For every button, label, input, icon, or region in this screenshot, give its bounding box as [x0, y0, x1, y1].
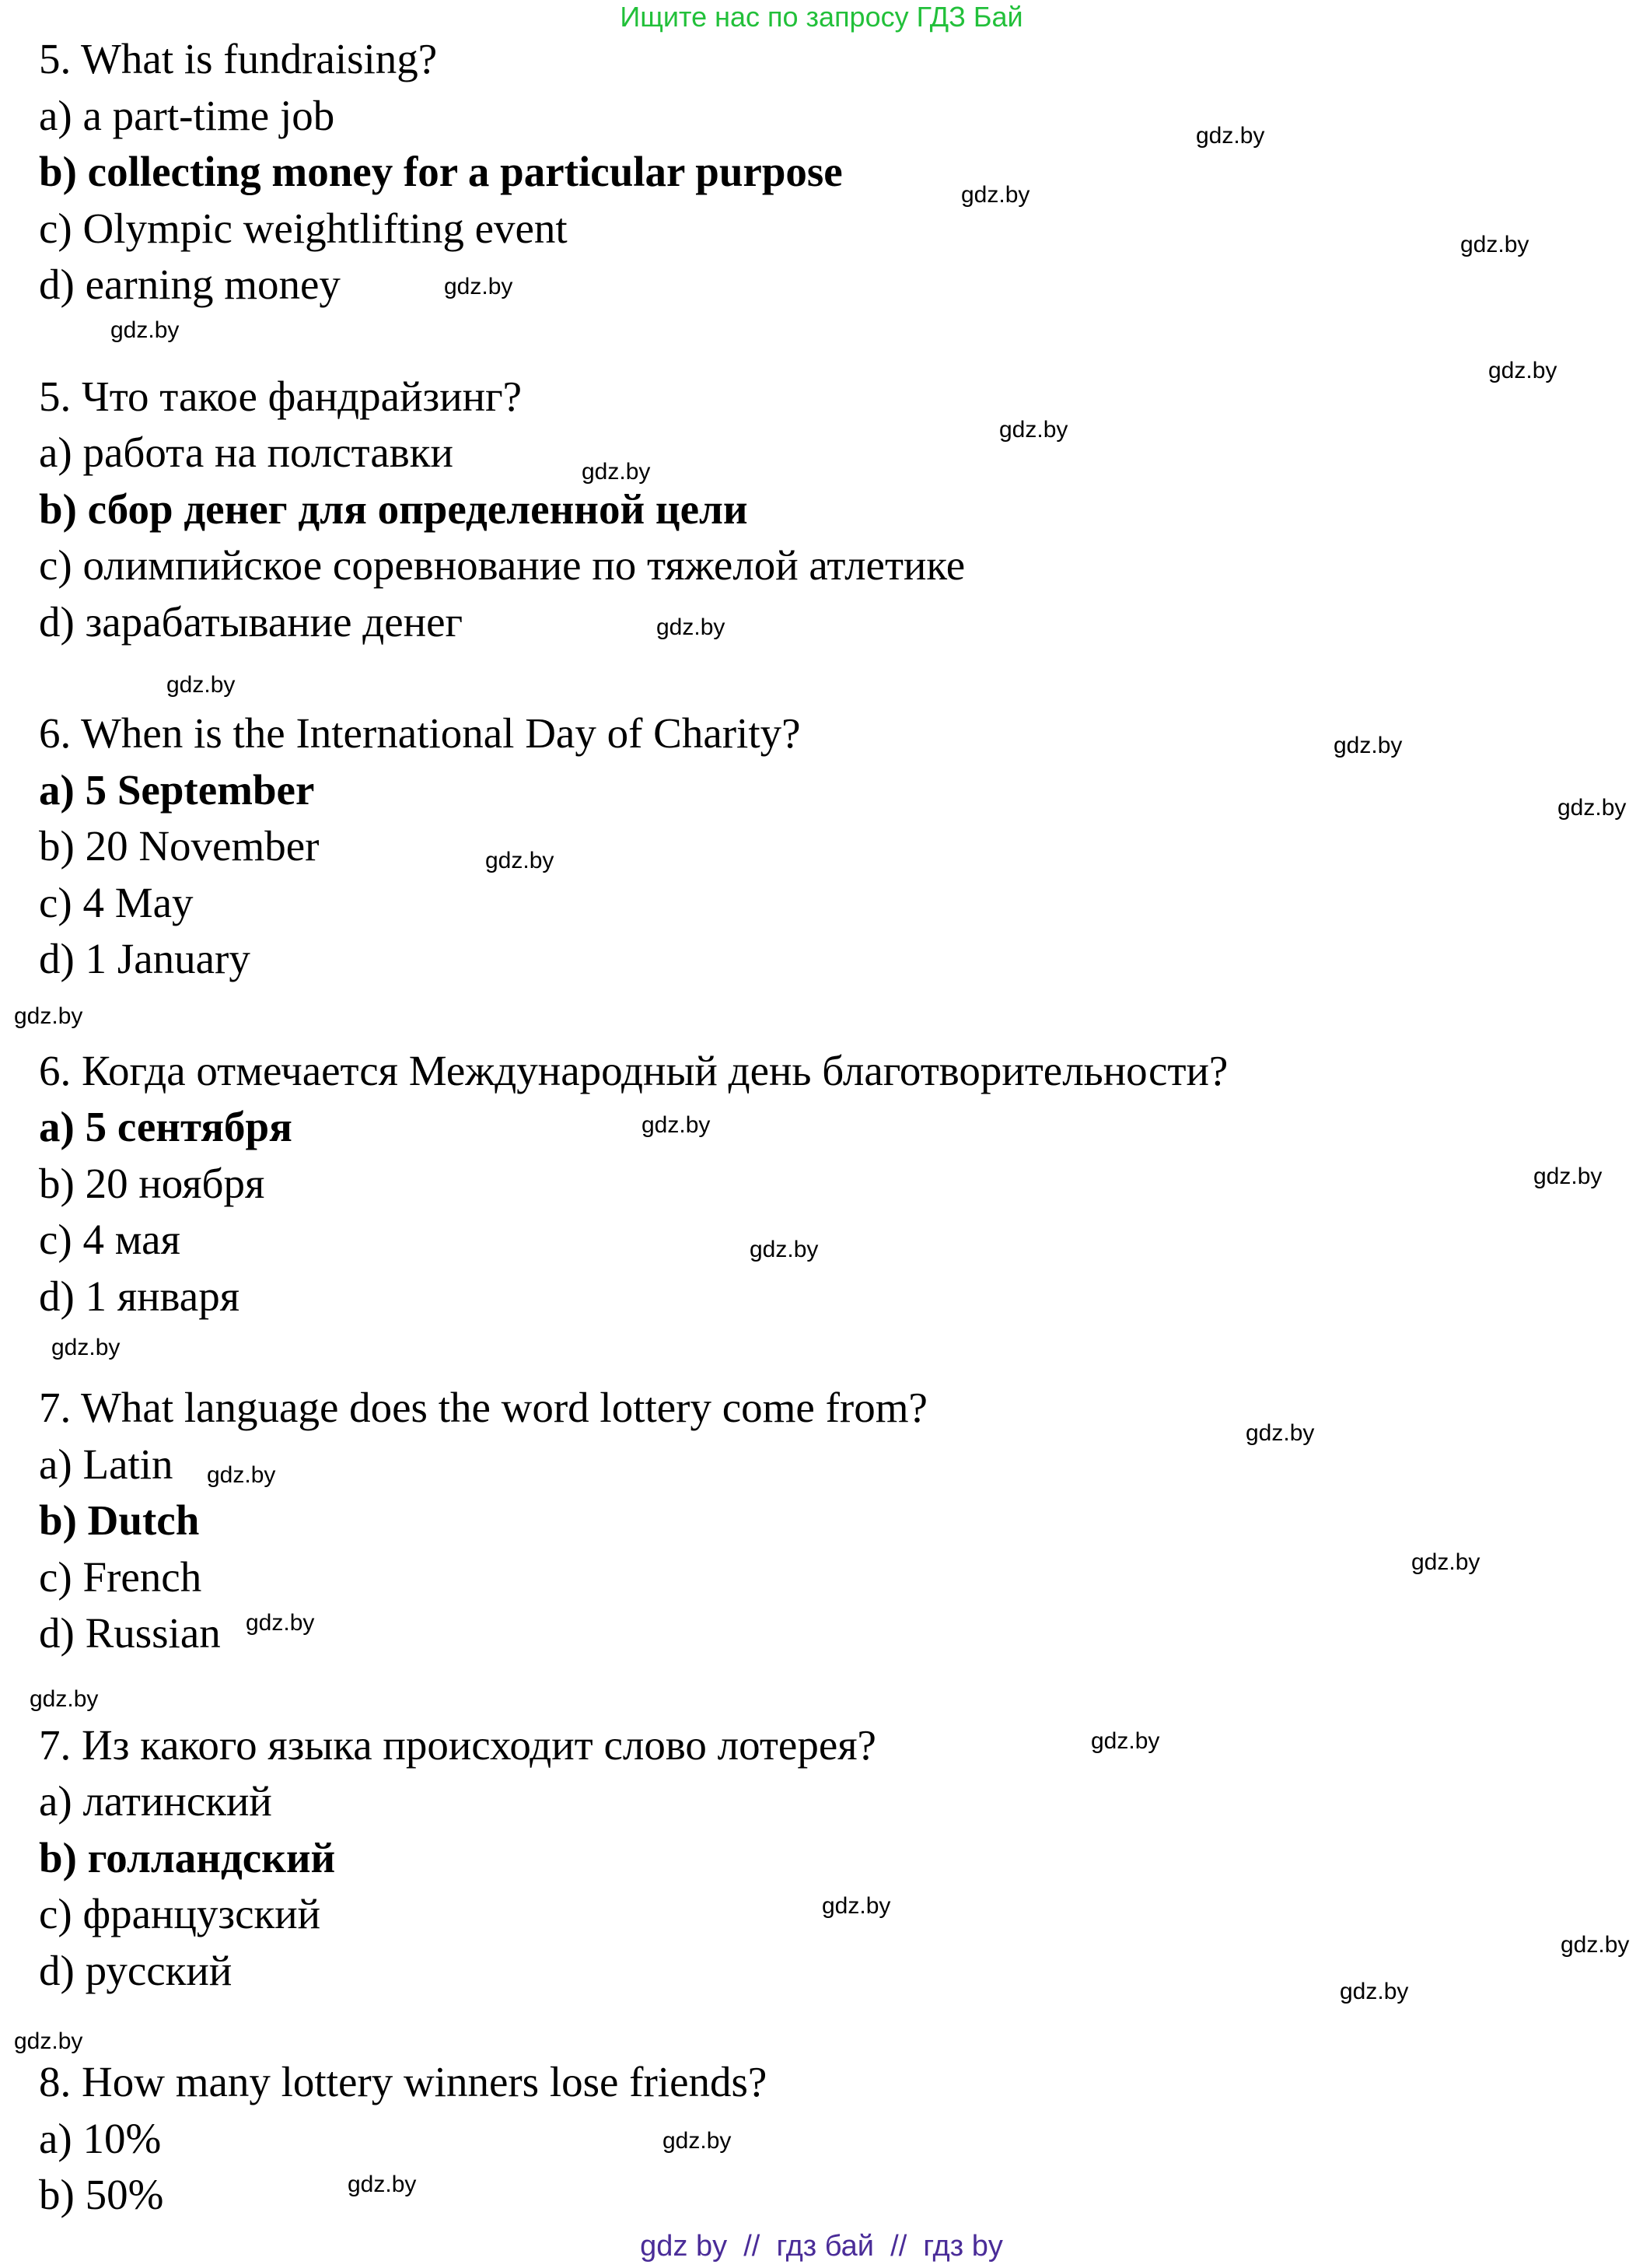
- correct-answer-option: b) сбор денег для определенной цели: [39, 485, 748, 533]
- answer-option: b) 20 ноября: [39, 1159, 265, 1207]
- question-text: 7. What language does the word lottery come from?: [39, 1384, 928, 1431]
- question-text: 6. Когда отмечается Международный день благотворительности?: [39, 1046, 1229, 1094]
- watermark: gdz.by: [30, 1686, 99, 1712]
- watermark: gdz.by: [207, 1462, 276, 1488]
- watermark: gdz.by: [662, 2128, 732, 2154]
- watermark: gdz.by: [14, 2028, 83, 2054]
- answer-option: b) 20 November: [39, 822, 320, 870]
- watermark: gdz.by: [110, 317, 180, 343]
- correct-answer-option: b) Dutch: [39, 1496, 200, 1544]
- watermark: gdz.by: [582, 459, 651, 485]
- answer-option: c) олимпийское соревнование по тяжелой атлетике: [39, 541, 966, 589]
- answer-option: b) 50%: [39, 2171, 164, 2218]
- answer-option: a) Latin: [39, 1440, 173, 1488]
- watermark: gdz.by: [166, 672, 236, 698]
- question-text: 6. When is the International Day of Charity?: [39, 709, 801, 757]
- answer-option: d) 1 January: [39, 935, 250, 982]
- quiz-content: [39, 31, 1594, 2224]
- question-text: 5. What is fundraising?: [39, 35, 438, 82]
- watermark: gdz.by: [1091, 1728, 1160, 1754]
- answer-option: d) русский: [39, 1946, 232, 1994]
- question-text: 7. Из какого языка происходит слово лотерея?: [39, 1720, 876, 1769]
- watermark: gdz.by: [1561, 1932, 1630, 1958]
- watermark: gdz.by: [656, 614, 725, 640]
- answer-option: a) 10%: [39, 2114, 162, 2162]
- question-block: [39, 1717, 1594, 2000]
- answer-option: a) латинский: [39, 1777, 272, 1825]
- question-block: [39, 31, 1594, 313]
- watermark: gdz.by: [14, 1003, 83, 1029]
- answer-option: a) a part-time job: [39, 91, 335, 139]
- answer-option: d) earning money: [39, 261, 341, 308]
- correct-answer-option: b) collecting money for a particular purpose: [39, 148, 843, 195]
- answer-option: d) Russian: [39, 1609, 221, 1657]
- answer-option: d) 1 января: [39, 1272, 240, 1320]
- answer-option: c) French: [39, 1552, 202, 1601]
- watermark: gdz.by: [246, 1610, 315, 1636]
- watermark: gdz.by: [1533, 1164, 1603, 1189]
- correct-answer-option: a) 5 September: [39, 765, 315, 814]
- correct-answer-option: a) 5 сентября: [39, 1103, 292, 1150]
- answer-option: c) 4 May: [39, 878, 194, 926]
- question-block: [39, 369, 1594, 651]
- watermark: gdz.by: [1246, 1420, 1315, 1446]
- top-banner: Ищите нас по запросу ГДЗ Бай: [620, 1, 1023, 33]
- watermark: gdz.by: [1488, 358, 1557, 383]
- watermark: gdz.by: [1557, 795, 1627, 821]
- watermark: gdz.by: [485, 848, 554, 873]
- watermark: gdz.by: [1460, 232, 1529, 257]
- watermark: gdz.by: [51, 1335, 121, 1360]
- answer-option: c) Olympic weightlifting event: [39, 204, 568, 252]
- watermark: gdz.by: [822, 1893, 891, 1919]
- watermark: gdz.by: [999, 417, 1068, 443]
- watermark: gdz.by: [348, 2172, 417, 2197]
- question-block: [39, 2054, 1594, 2224]
- question-text: 5. Что такое фандрайзинг?: [39, 372, 523, 420]
- watermark: gdz.by: [961, 182, 1030, 208]
- watermark: gdz.by: [1334, 733, 1403, 758]
- watermark: gdz.by: [750, 1237, 819, 1262]
- answer-option: d) зарабатывание денег: [39, 597, 463, 646]
- watermark: gdz.by: [641, 1112, 711, 1138]
- answer-option: c) французский: [39, 1890, 321, 1937]
- answer-option: c) 4 мая: [39, 1216, 180, 1263]
- watermark: gdz.by: [1411, 1549, 1480, 1575]
- watermark: gdz.by: [444, 274, 513, 299]
- watermark: gdz.by: [1196, 123, 1265, 149]
- question-text: 8. How many lottery winners lose friends?: [39, 2058, 767, 2105]
- watermark: gdz.by: [1340, 1979, 1409, 2004]
- correct-answer-option: b) голландский: [39, 1833, 336, 1881]
- footer-links: gdz by // гдз бай // гдз by: [640, 2230, 1003, 2263]
- answer-option: a) работа на полставки: [39, 429, 453, 476]
- question-block: [39, 1043, 1594, 1325]
